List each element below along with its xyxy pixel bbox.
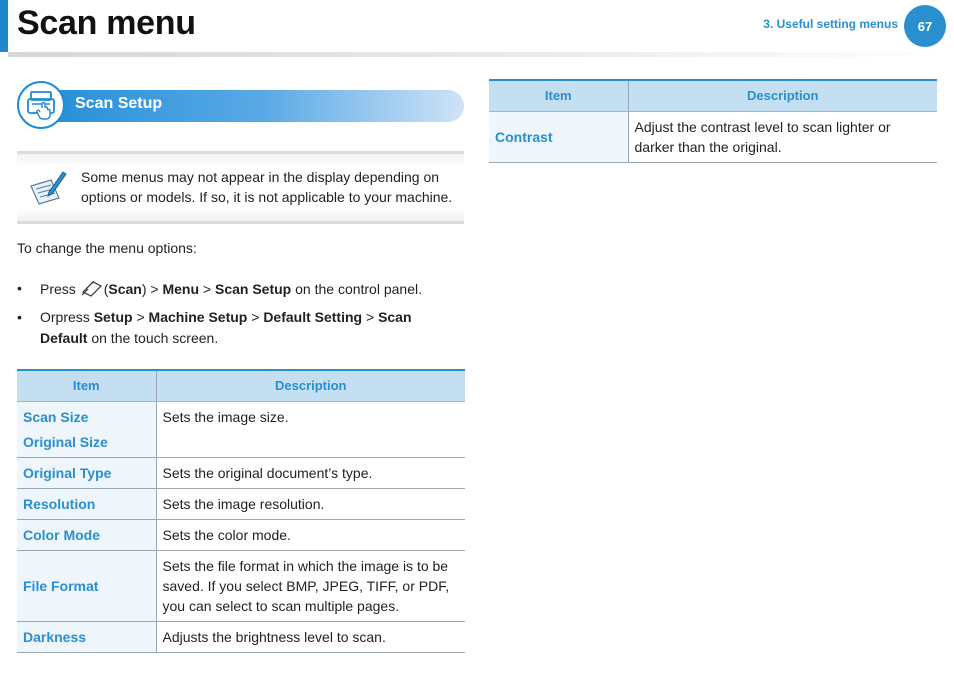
page-title: Scan menu [17,4,196,42]
scan-paren-open: ( [103,281,109,297]
item-label: File Format [17,550,156,621]
scan-default-label: Scan Default [40,309,412,346]
header-description: Description [156,370,465,401]
chapter-label: 3. Useful setting menus [763,17,898,31]
bullet-dot: • [17,309,22,325]
row-description: Sets the original document’s type. [156,457,465,488]
item-label: Original Type [17,457,156,488]
table-header-row [17,370,465,401]
machine-setup-label: Machine Setup [148,309,248,325]
bullet-orpress-text: Orpress [40,309,94,325]
header-item: Item [17,370,156,401]
bullet-tail: on the touch screen. [87,330,219,346]
table-row [17,519,465,550]
default-setting-label: Default Setting [263,309,363,325]
note-box [17,151,464,224]
row-description: Adjust the contrast level to scan lighter or darker than the original. [628,111,937,162]
bullet-press-text: Press [40,281,80,297]
row-description: Sets the color mode. [156,519,465,550]
page-number-badge [904,5,946,47]
item-label: Original Size [23,433,108,450]
table-row [489,111,937,162]
row-item [17,401,156,457]
separator: > [247,309,264,325]
item-label: Resolution [17,488,156,519]
menu-label: Menu [162,281,200,297]
setup-label: Setup [93,309,133,325]
bullet-dot: • [17,280,22,296]
separator: > [362,309,379,325]
page-number: 67 [917,18,933,34]
table-row [17,401,465,457]
note-pen-icon [27,166,69,208]
header-accent-bar [0,0,8,52]
header-description: Description [628,80,937,111]
table-row [17,621,465,652]
row-description: Sets the file format in which the image is to be saved. If you select BMP, JPEG, TIFF, or PDF, you can select to scan multiple pages. [156,550,465,621]
header-divider [8,52,944,57]
header-item: Item [489,80,628,111]
scan-icon [80,278,104,304]
item-label: Contrast [489,111,628,162]
table-row [17,488,465,519]
row-description: Adjusts the brightness level to scan. [156,621,465,652]
item-label: Color Mode [17,519,156,550]
scan-label: Scan [108,281,142,297]
scan-paren-close: ) > [141,281,163,297]
table-header-row [489,80,937,111]
scan-setup-label: Scan Setup [214,281,292,297]
separator: > [132,309,149,325]
scan-setup-table [17,369,465,653]
section-title: Scan Setup [75,95,163,112]
row-description: Sets the image resolution. [156,488,465,519]
printer-hand-icon [17,81,65,129]
intro-text: To change the menu options: [17,240,197,256]
bullet-text [40,278,460,304]
separator: > [199,281,215,297]
note-text: Some menus may not appear in the display depending on options or models. If so, it is not applicable to your machine. [81,169,453,205]
item-label: Scan Size [23,408,89,425]
row-description: Sets the image size. [156,401,465,457]
bullet-tail: on the control panel. [291,281,422,297]
item-label: Darkness [17,621,156,652]
bullet-text [40,307,460,349]
contrast-table [489,79,937,163]
table-row [17,457,465,488]
table-row [17,550,465,621]
